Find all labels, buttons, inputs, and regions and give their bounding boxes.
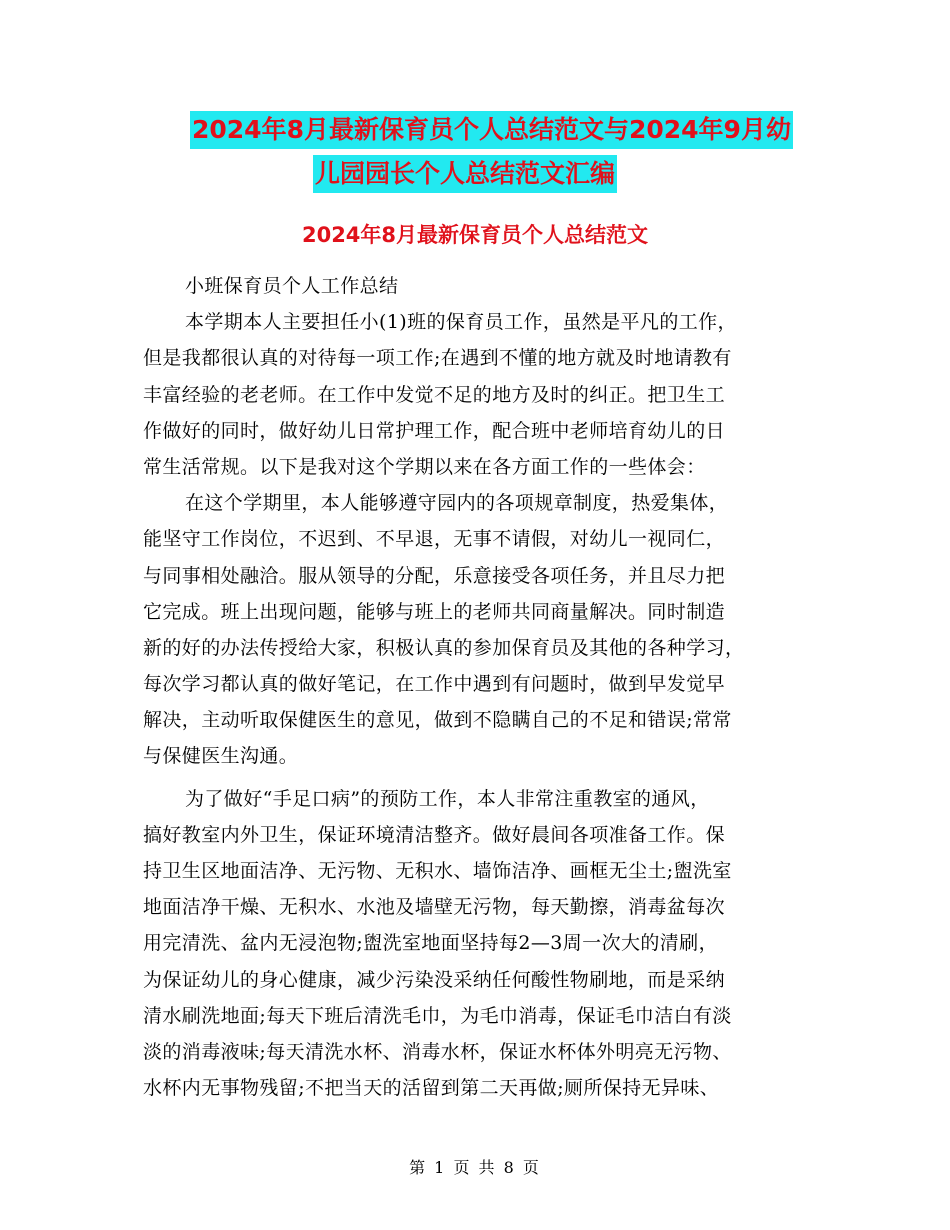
paragraph-2: [143, 485, 815, 775]
paragraph-line: 它完成。班上出现问题，能够与班上的老师共同商量解决。同时制造: [143, 600, 726, 623]
paragraph-line: 丰富经验的老老师。在工作中发觉不足的地方及时的纠正。把卫生工: [143, 383, 726, 406]
paragraph-line: 清水刷洗地面;每天下班后清洗毛巾，为毛巾消毒，保证毛巾洁白有淡: [143, 1004, 732, 1027]
paragraph-line: 新的好的办法传授给大家，积极认真的参加保育员及其他的各种学习，: [143, 636, 745, 659]
paragraph-line: 与保健医生沟通。: [143, 745, 299, 768]
subtitle: 小班保育员个人工作总结: [185, 275, 399, 297]
paragraph-line: 地面洁净干燥、无积水、水池及墙壁无污物，每天勤擦，消毒盆每次: [143, 896, 726, 919]
paragraph-line: 本学期本人主要担任小(1)班的保育员工作，虽然是平凡的工作，: [185, 311, 737, 334]
paragraph-3: [143, 781, 815, 1107]
paragraph-line: 淡的消毒液味;每天清洗水杯、消毒水杯，保证水杯体外明亮无污物、: [143, 1040, 732, 1063]
document-body: [143, 268, 815, 1106]
paragraph-line: 用完清洗、盆内无浸泡物;盥洗室地面坚持每2—3周一次大的清刷，: [143, 932, 718, 955]
section-heading: 2024年8月最新保育员个人总结范文: [301, 223, 649, 247]
page-footer: 第 1 页 共 8 页: [409, 1158, 541, 1177]
paragraph-line: 但是我都很认真的对待每一项工作;在遇到不懂的地方就及时地请教有: [143, 347, 732, 370]
paragraph-line: 与同事相处融洽。服从领导的分配，乐意接受各项任务，并且尽力把: [143, 564, 726, 587]
title-line-1: 2024年8月最新保育员个人总结范文与2024年9月幼: [190, 111, 793, 149]
paragraph-line: 为了做好“手足口病”的预防工作，本人非常注重教室的通风，: [185, 787, 710, 810]
paragraph-line: 为保证幼儿的身心健康，减少污染没采纳任何酸性物刷地，而是采纳: [143, 968, 726, 991]
paragraph-line: 水杯内无事物残留;不把当天的活留到第二天再做;厕所保持无异味、: [143, 1077, 720, 1100]
paragraph-line: 解决，主动听取保健医生的意见，做到不隐瞒自己的不足和错误;常常: [143, 709, 732, 732]
paragraph-line: 搞好教室内外卫生，保证环境清洁整齐。做好晨间各项准备工作。保: [143, 823, 726, 846]
title-line-2: 儿园园长个人总结范文汇编: [313, 155, 617, 193]
paragraph-line: 作做好的同时，做好幼儿日常护理工作，配合班中老师培育幼儿的日: [143, 419, 726, 442]
paragraph-line: 常生活常规。以下是我对这个学期以来在各方面工作的一些体会：: [143, 455, 706, 478]
paragraph-line: 在这个学期里，本人能够遵守园内的各项规章制度，热爱集体，: [185, 492, 729, 515]
paragraph-line: 能坚守工作岗位，不迟到、不早退，无事不请假，对幼儿一视同仁，: [143, 528, 726, 551]
paragraph-1: [143, 304, 815, 485]
paragraph-line: 每次学习都认真的做好笔记，在工作中遇到有问题时，做到早发觉早: [143, 673, 726, 696]
paragraph-line: 持卫生区地面洁净、无污物、无积水、墙饰洁净、画框无尘土;盥洗室: [143, 860, 732, 882]
